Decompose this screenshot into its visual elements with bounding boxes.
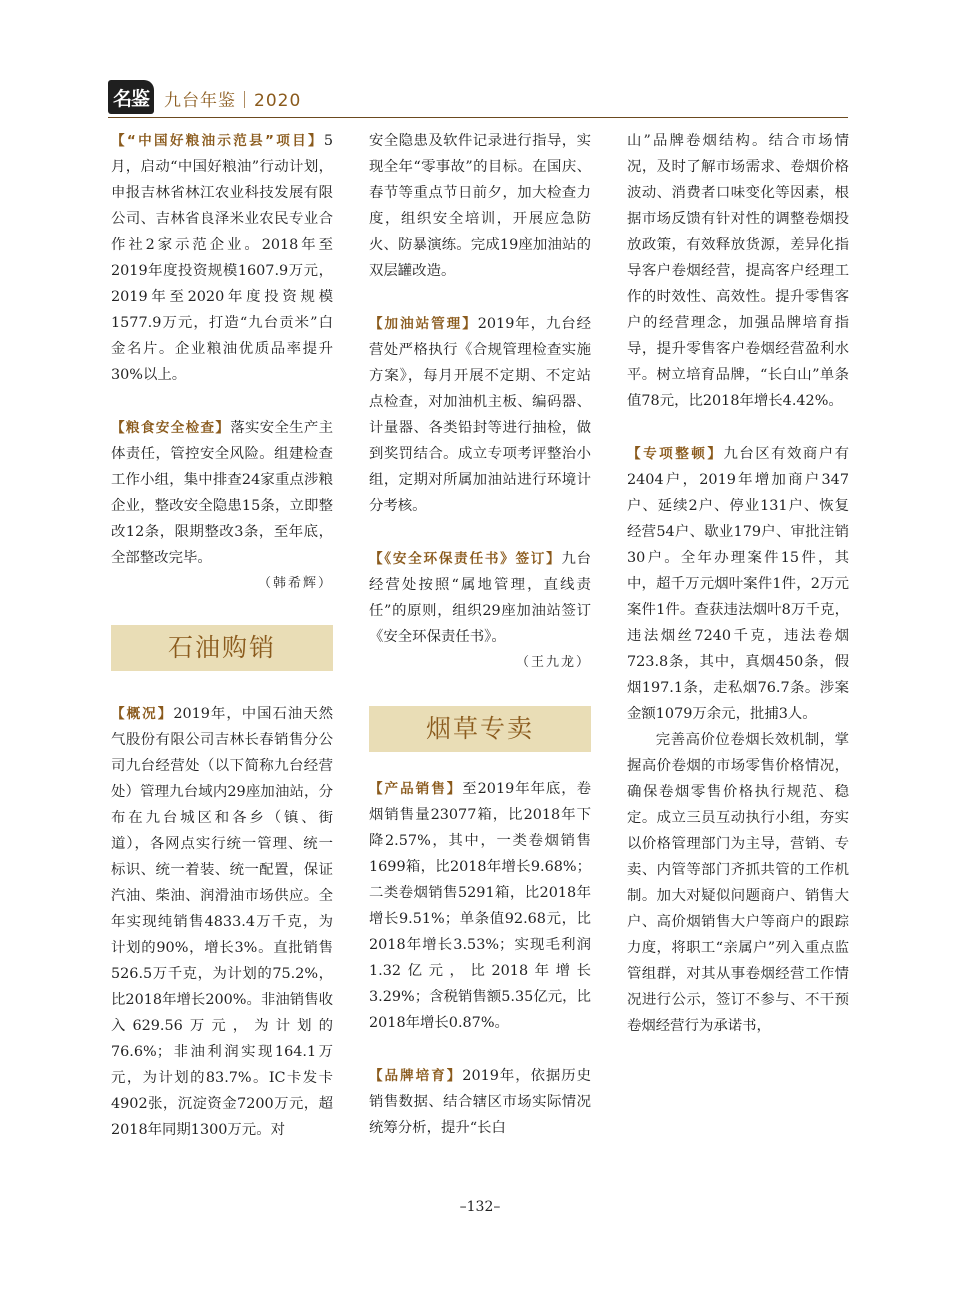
keyword-heading: 【概况】 [111, 706, 174, 722]
paragraph-station-management [369, 311, 591, 519]
paragraph-special-rectification [627, 441, 849, 727]
column-left [111, 128, 333, 1143]
paragraph-overview [111, 701, 333, 1143]
column-middle [369, 128, 591, 1141]
keyword-heading: 【《安全环保责任书》签订】 [369, 551, 562, 567]
paragraph-continued: 安全隐患及软件记录进行指导，实现全年“零事故”的目标。在国庆、春节等重点节日前夕，加大检查力度，组织安全培训，开展应急防火、防暴演练。完成19座加油站的双层罐改造。 [369, 133, 591, 279]
paragraph-text: 2019年，九台经营处严格执行《合规管理检查实施方案》，每月开展不定期、不定站点检查，对加油机主板、编码器、计量器、各类铅封等进行抽检，做到奖罚结合。成立专项考评整治小组，定期对所属加油站进行环境计分考核。 [369, 316, 592, 514]
paragraph-safety-agreement [369, 546, 591, 650]
page-number: –132– [459, 1199, 501, 1215]
paragraph-text: 九台区有效商户有2404户，2019年增加商户347户、延续2户、停业131户、恢复经营54户、歇业179户、审批注销30户。全年办理案件15件，其中，超千万元烟叶案件1件，2万元案件1件。查获违法烟叶8万千克，违法烟丝7240千克，违法卷烟723.8条，其中，真烟450条，假烟197.1条，走私烟76.7条。涉案金额1079万余元，批捕3人。 [627, 446, 849, 722]
paragraph-text: 至2019年年底，卷烟销售量23077箱，比2018年下降2.57%，其中，一类卷烟销售1699箱，比2018年增长9.68%；二类卷烟销售5291箱，比2018年增长9.51%；单条值92.68元，比2018年增长3.53%；实现毛利润1.32亿元，比2018年增长3.29%；含税销售额5.35亿元，比2018年增长0.87%。 [369, 781, 591, 1031]
running-title: 九台年鉴｜2020 [164, 91, 302, 111]
keyword-heading: 【加油站管理】 [369, 316, 478, 332]
paragraph-text: 九台经营处按照“属地管理，直线责任”的原则，组织29座加油站签订《安全环保责任书》。 [369, 551, 591, 645]
keyword-heading: 【品牌培育】 [369, 1068, 463, 1084]
keyword-heading: 【产品销售】 [369, 781, 463, 797]
paragraph-text: 2019年，中国石油天然气股份有限公司吉林长春销售分公司九台经营处（以下简称九台经营处）管理九台域内29座加油站，分布在九台城区和各乡（镇、街道），各网点实行统一管理、统一标识、统一着装、统一配置，保证汽油、柴油、润滑油市场供应。全年实现纯销售4833.4万千克，为计划的90%，增长3%。直批销售526.5万千克，为计划的75.2%，比2018年增长200%。非油销售收入629.56万元，为计划的76.6%；非油利润实现164.1万元，为计划的83.7%。IC卡发卡4902张，沉淀资金7200万元，超2018年同期1300万元。对 [111, 706, 334, 1138]
yearbook-logo: 名鉴 [108, 80, 154, 114]
keyword-heading: 【粮食安全检查】 [111, 420, 231, 436]
keyword-heading: 【专项整顿】 [627, 446, 724, 462]
paragraph-grain-safety [111, 415, 333, 571]
paragraph-text: 落实安全生产主体责任，管控安全风险。组建检查工作小组，集中排查24家重点涉粮企业，整改安全隐患15条，立即整改12条，限期整改3条，至年底，全部整改完毕。 [111, 420, 333, 566]
paragraph-price-mechanism: 完善高价位卷烟长效机制，掌握高价卷烟的市场零售价格情况，确保卷烟零售价格执行规范、稳定。成立三员互动执行小组，夯实以价格管理部门为主导，营销、专卖、内管等部门齐抓共管的工作机制。加大对疑似问题商户、销售大户、高价烟销售大户等商户的跟踪力度，将职工“亲属户”列入重点监管组群，对其从事卷烟经营工作情况进行公示，签订不参与、不干预卷烟经营行为承诺书， [627, 732, 849, 1034]
paragraph-text: 5月，启动“中国好粮油”行动计划，申报吉林省林江农业科技发展有限公司、吉林省良泽米业农民专业合作社2家示范企业。2018年至2019年度投资规模1607.9万元，2019年至2020年度投资规模1577.9万元，打造“九台贡米”白金名片。企业粮油优质品率提升30%以上。 [111, 133, 333, 383]
column-right [627, 128, 849, 1039]
page-header [108, 80, 848, 118]
paragraph-good-grain-project [111, 128, 333, 388]
header-divider [108, 117, 848, 118]
paragraph-brand-cultivation [369, 1063, 591, 1141]
section-heading-tobacco: 烟草专卖 [369, 706, 591, 752]
paragraph-continued: 山”品牌卷烟结构。结合市场情况，及时了解市场需求、卷烟价格波动、消费者口味变化等因素，根据市场反馈有针对性的调整卷烟投放政策，有效释放货源，差异化指导客户卷烟经营，提高客户经理工作的时效性、高效性。提升零售客户的经营理念，加强品牌培育指导，提升零售客户卷烟经营盈利水平。树立培育品牌，“长白山”单条值78元，比2018年增长4.42%。 [627, 133, 849, 409]
author-credit: （韩希辉） [257, 576, 333, 591]
paragraph-text: 2019年，依据历史销售数据、结合辖区市场实际情况统筹分析，提升“长白 [369, 1068, 591, 1136]
author-credit: （王九龙） [515, 655, 591, 670]
paragraph-product-sales [369, 776, 591, 1036]
keyword-heading: 【“中国好粮油示范县”项目】 [111, 133, 324, 149]
section-heading-petroleum: 石油购销 [111, 625, 333, 671]
